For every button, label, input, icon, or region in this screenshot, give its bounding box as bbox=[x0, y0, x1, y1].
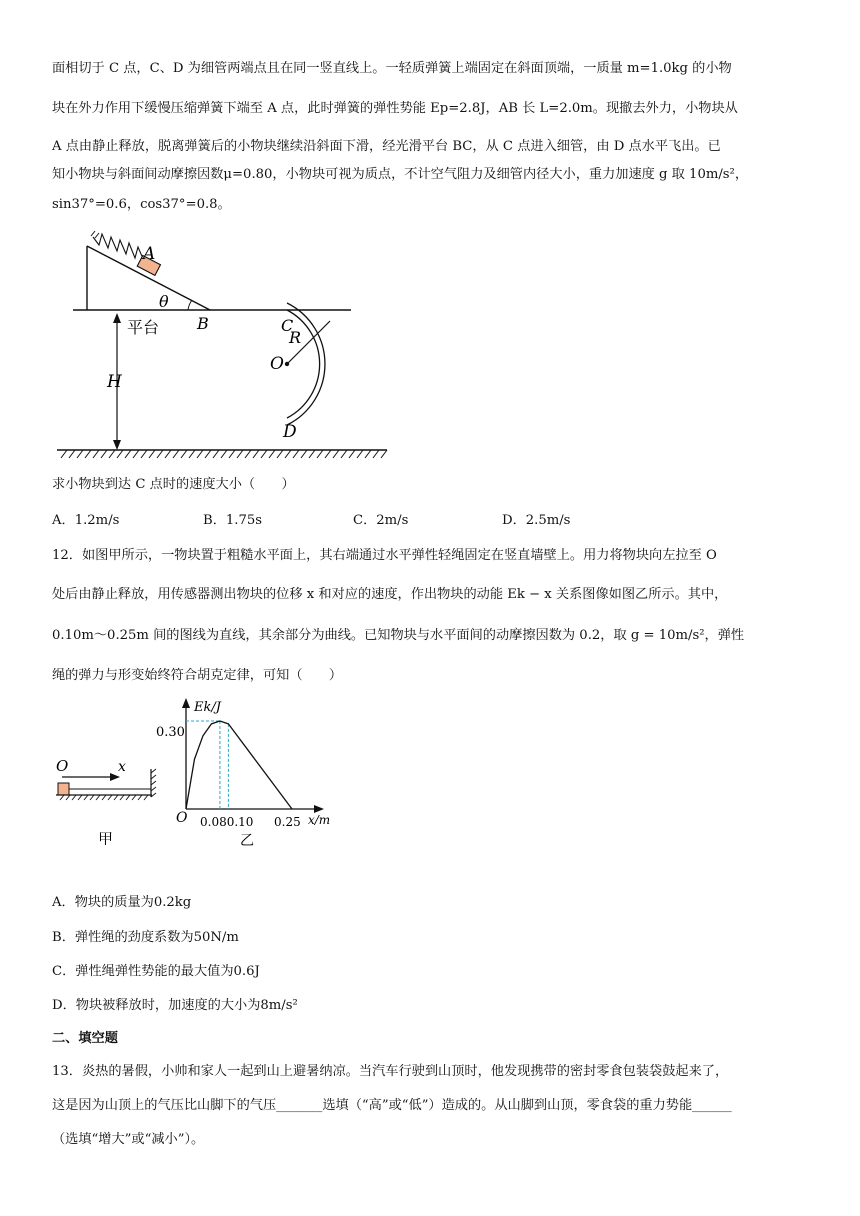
q12-option-c[interactable]: C．弹性绳弹性势能的最大值为0.6J bbox=[52, 964, 260, 979]
x-tick-labels: 0.080.10 bbox=[200, 815, 254, 829]
q11-option-d[interactable]: D．2.5m/s bbox=[502, 513, 571, 528]
label-b: B bbox=[197, 314, 209, 333]
q11-option-b[interactable]: B．1.75s bbox=[203, 513, 263, 528]
q11-question: 求小物块到达 C 点时的速度大小（ ） bbox=[52, 477, 295, 492]
y-tick-label: 0.30 bbox=[156, 725, 185, 740]
label-platform: 平台 bbox=[127, 318, 160, 337]
q12-line-2: 处后由静止释放，用传感器测出物块的位移 x 和对应的速度，作出物块的动能 Ek − x 关系图像如图乙所示。其中， bbox=[52, 587, 728, 602]
label-theta: θ bbox=[159, 292, 169, 311]
incline-figure bbox=[55, 225, 395, 469]
figure-b-caption: 乙 bbox=[240, 833, 254, 849]
q12-option-a[interactable]: A．物块的质量为0.2kg bbox=[52, 895, 192, 910]
ek-curve bbox=[186, 721, 292, 809]
figure-a-o-label: O bbox=[56, 757, 69, 775]
x-axis-label: x/m bbox=[308, 813, 331, 827]
label-o: O bbox=[270, 354, 284, 374]
q12-line-4: 绳的弹力与形变始终符合胡克定律，可知（ ） bbox=[52, 668, 343, 683]
q11-option-a[interactable]: A．1.2m/s bbox=[52, 513, 120, 528]
figure-b-chart bbox=[150, 695, 350, 859]
q13-line-1: 13．炎热的暑假，小帅和家人一起到山上避暑纳凉。当汽车行驶到山顶时，他发现携带的密封零食包装袋鼓起来了， bbox=[52, 1064, 729, 1079]
x-tick-end-label: 0.25 bbox=[274, 815, 301, 829]
q12-option-d[interactable]: D．物块被释放时，加速度的大小为8m/s² bbox=[52, 998, 298, 1013]
label-c: C bbox=[281, 316, 294, 335]
q11-line-4: 知小物块与斜面间动摩擦因数μ=0.80，小物块可视为质点，不计空气阻力及细管内径大小，重力加速度 g 取 10m/s²， bbox=[52, 167, 749, 182]
y-axis-arrow bbox=[182, 698, 190, 708]
figure-a-rope bbox=[52, 755, 162, 849]
label-r: R bbox=[289, 328, 302, 347]
origin-label: O bbox=[176, 810, 188, 826]
q12-line-3: 0.10m～0.25m 间的图线为直线，其余部分为曲线。已知物块与水平面间的动摩擦因数为 0.2，取 g = 10m/s²，弹性 bbox=[52, 628, 745, 643]
y-axis-label: Ek/J bbox=[194, 700, 221, 715]
q12-option-b[interactable]: B．弹性绳的劲度系数为50N/m bbox=[52, 930, 239, 945]
label-h: H bbox=[107, 372, 122, 392]
q11-line-3: A 点由静止释放，脱离弹簧后的小物块继续沿斜面下滑，经光滑平台 BC，从 C 点进入细管，由 D 点水平飞出。已 bbox=[52, 139, 721, 154]
q13-line-2: 这是因为山顶上的气压比山脚下的气压_______选填（“高”或“低”）造成的。从山脚到山顶，零食袋的重力势能______ bbox=[52, 1098, 732, 1113]
q12-line-1: 12．如图甲所示，一物块置于粗糙水平面上，其右端通过水平弹性轻绳固定在竖直墙壁上。用力将物块向左拉至 O bbox=[52, 548, 717, 563]
x-axis-arrow bbox=[314, 805, 324, 813]
q11-line-1: 面相切于 C 点，C、D 为细管两端点且在同一竖直线上。一轻质弹簧上端固定在斜面顶端，一质量 m=1.0kg 的小物 bbox=[52, 61, 732, 76]
q13-line-3: （选填“增大”或“减小”）。 bbox=[52, 1132, 205, 1147]
label-a: A bbox=[143, 244, 156, 264]
q11-line-5: sin37°=0.6，cos37°=0.8。 bbox=[52, 197, 231, 212]
spring bbox=[93, 234, 144, 261]
section-title: 二、填空题 bbox=[52, 1031, 118, 1046]
rope-block bbox=[58, 783, 69, 795]
q11-option-c[interactable]: C．2m/s bbox=[353, 513, 409, 528]
label-d: D bbox=[283, 422, 297, 442]
q11-line-2: 块在外力作用下缓慢压缩弹簧下端至 A 点，此时弹簧的弹性势能 Ep=2.8J，AB 长 L=2.0m。现撤去外力，小物块从 bbox=[52, 101, 738, 116]
figure-a-caption: 甲 bbox=[98, 830, 114, 845]
figure-a-x-label: x bbox=[118, 759, 126, 775]
